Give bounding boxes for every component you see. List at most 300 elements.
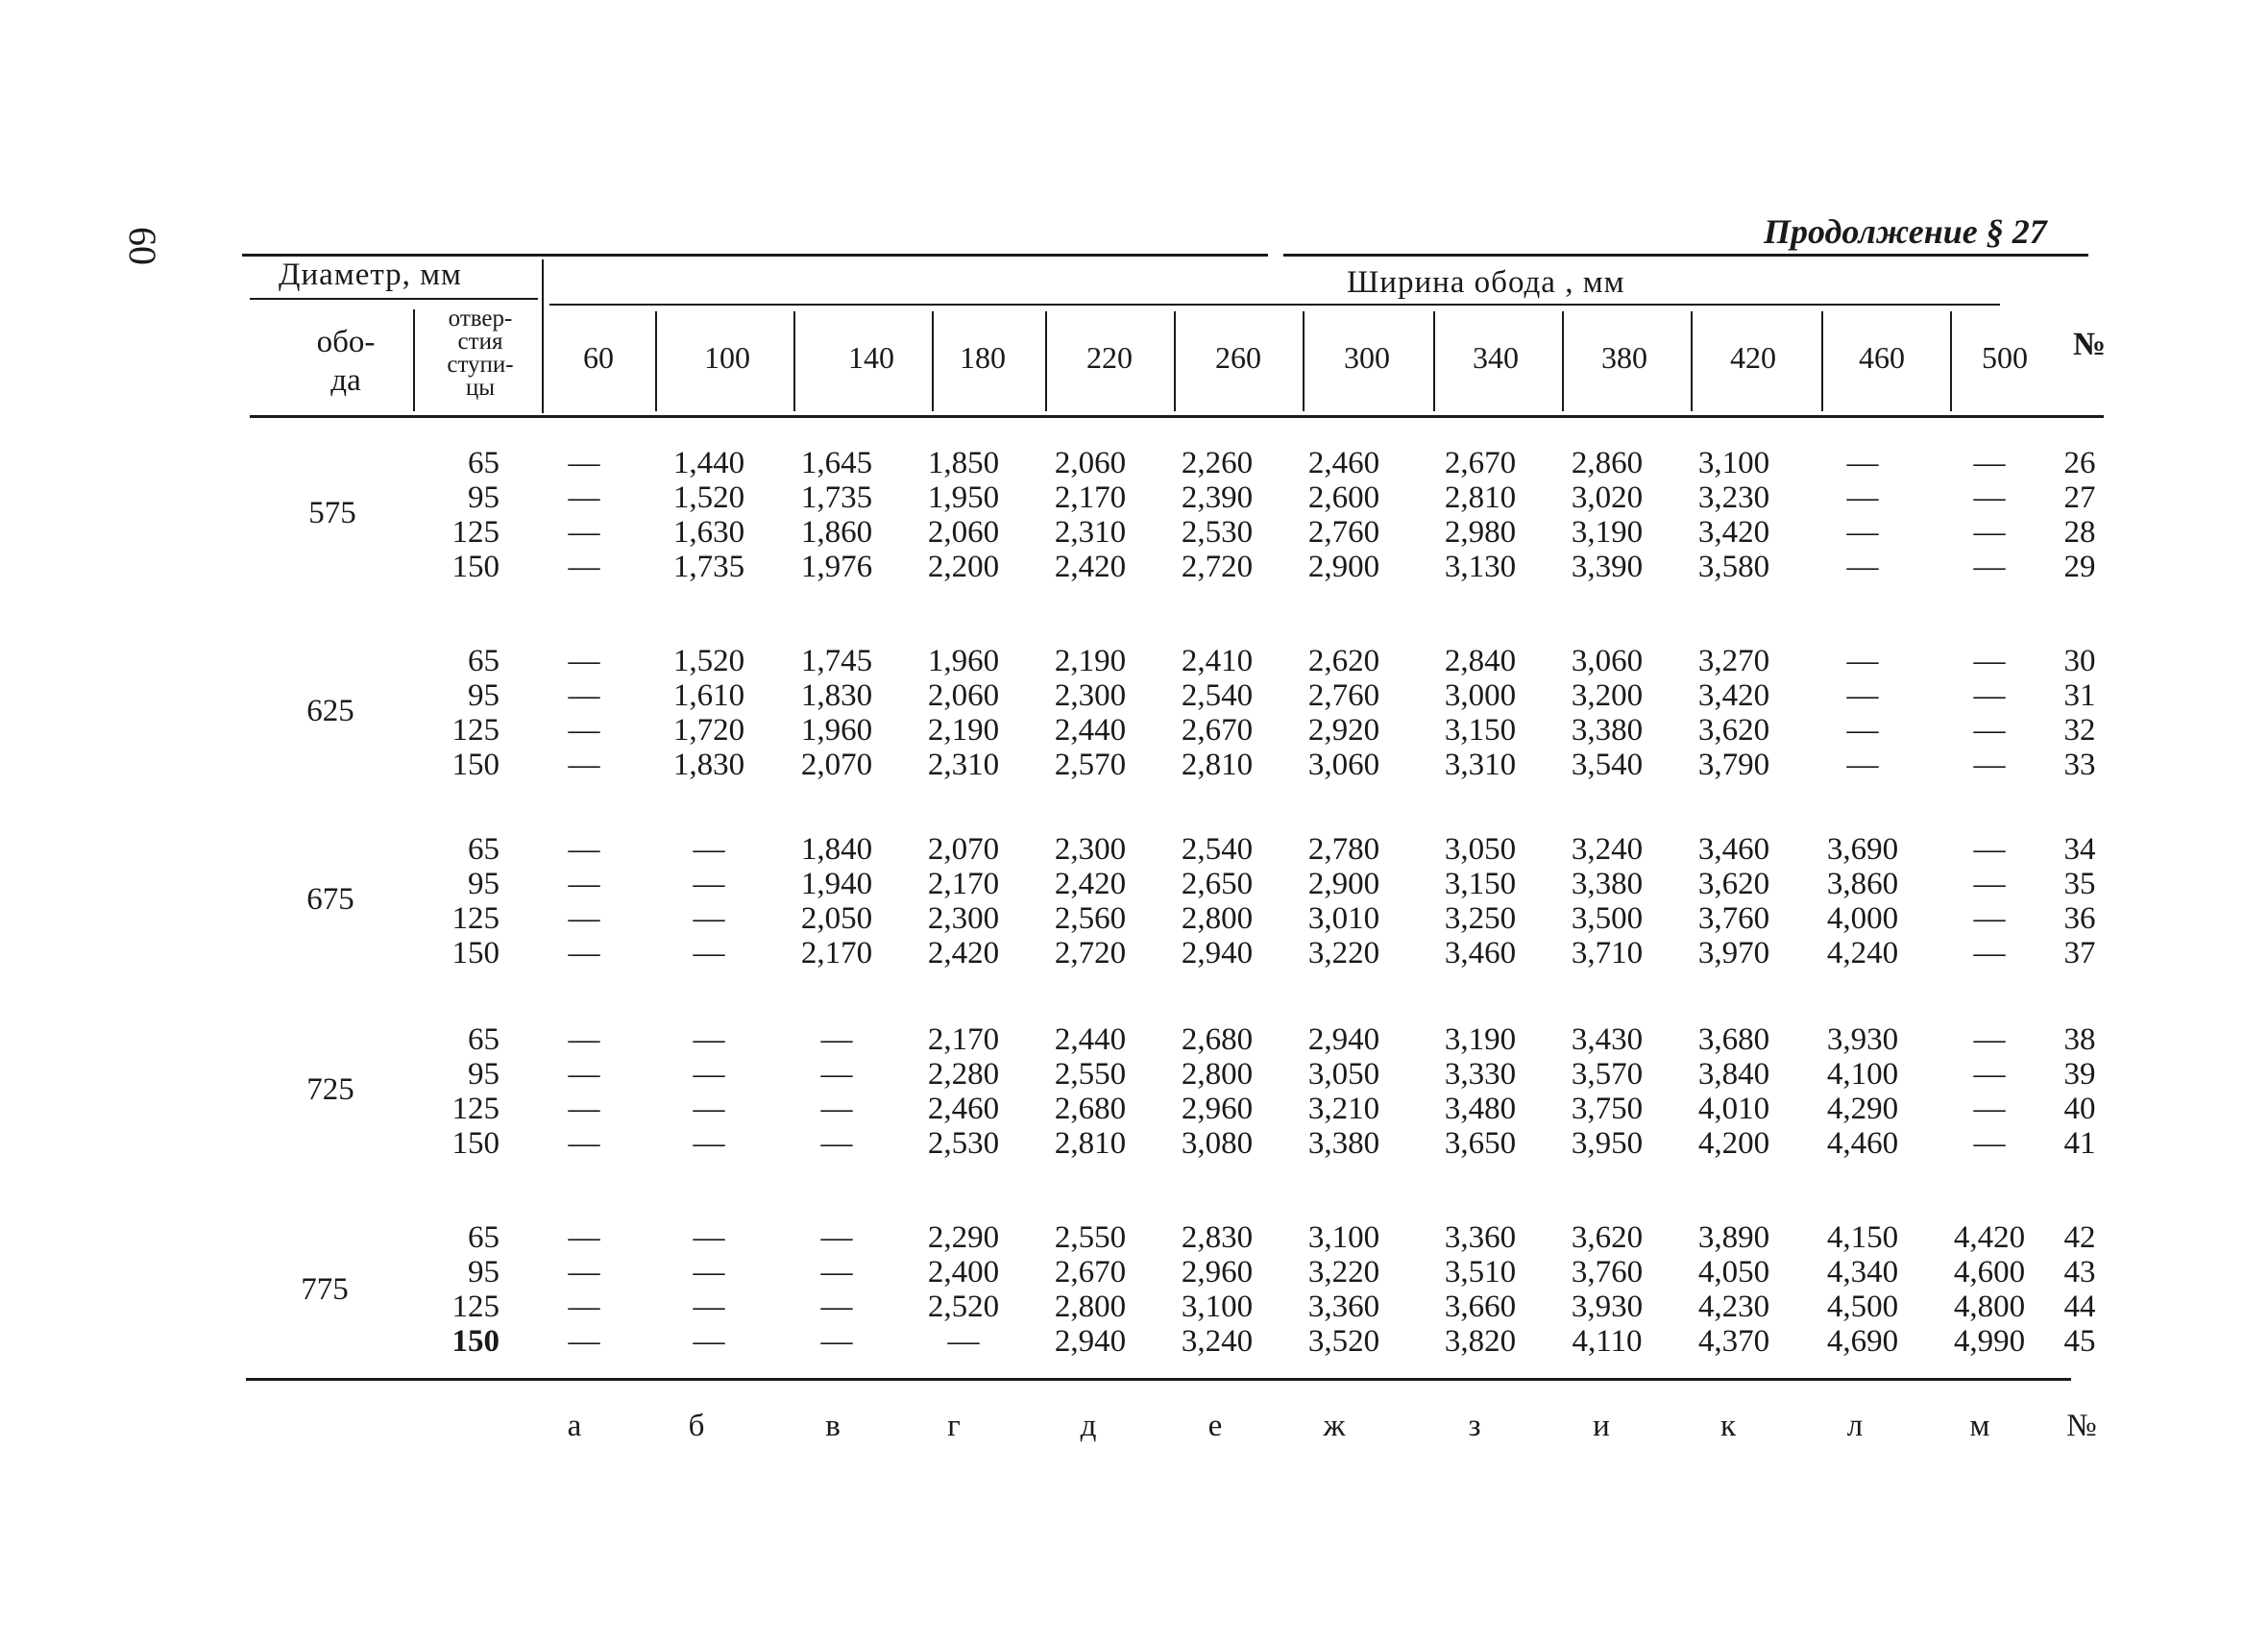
header-bottom-rule [250,415,2104,418]
width-col-420: 420 [1730,340,1776,375]
width-col-260: 260 [1215,340,1261,375]
value-cell: 1,976 [800,550,873,584]
col-divider [1821,311,1823,411]
column-letter: и [1593,1409,1610,1443]
value-cell: 4,460 [1826,1126,1899,1161]
value-cell: 3,660 [1444,1290,1517,1324]
value-cell: 3,060 [1307,748,1380,782]
value-cell: 2,550 [1054,1220,1127,1255]
row-number: 34 [2063,832,2096,867]
value-cell: 2,810 [1181,748,1254,782]
column-letter: м [1969,1409,1990,1443]
value-cell: — [693,901,725,936]
col-divider [655,311,657,411]
value-cell: — [1973,515,2006,550]
value-cell: — [693,1022,725,1057]
value-cell: 1,440 [672,446,745,480]
value-cell: 2,540 [1181,678,1254,713]
col-divider [1691,311,1693,411]
rim-diameter: 625 [306,694,354,728]
value-cell: 2,170 [1054,480,1127,515]
value-cell: 3,000 [1444,678,1517,713]
value-cell: 4,010 [1697,1092,1770,1126]
no-column-label: № [2073,327,2107,362]
value-cell: 2,860 [1571,446,1644,480]
rim-diameter: 675 [306,882,354,917]
hub-diameter: 65 [468,1022,500,1057]
value-cell: 2,190 [927,713,1000,748]
value-cell: 3,430 [1571,1022,1644,1057]
value-cell: 3,080 [1181,1126,1254,1161]
value-cell: 1,745 [800,644,873,678]
value-cell: 3,420 [1697,515,1770,550]
value-cell: 1,830 [672,748,745,782]
value-cell: 2,760 [1307,678,1380,713]
value-cell: 2,940 [1054,1324,1127,1359]
value-cell: 2,800 [1181,1057,1254,1092]
value-cell: 2,290 [927,1220,1000,1255]
value-cell: — [820,1126,853,1161]
value-cell: 3,060 [1571,644,1644,678]
value-cell: 1,630 [672,515,745,550]
hub-diameter: 125 [451,1092,500,1126]
value-cell: 2,760 [1307,515,1380,550]
value-cell: 2,830 [1181,1220,1254,1255]
value-cell: — [820,1092,853,1126]
value-cell: 2,200 [927,550,1000,584]
value-cell: — [1846,748,1879,782]
value-cell: — [568,1324,600,1359]
value-cell: — [568,1220,600,1255]
value-cell: 4,990 [1953,1324,2026,1359]
value-cell: 2,390 [1181,480,1254,515]
hub-diameter: 65 [468,1220,500,1255]
value-cell: 2,400 [927,1255,1000,1290]
value-cell: — [1973,936,2006,970]
rim-label: обо- да [316,325,376,398]
value-cell: 4,050 [1697,1255,1770,1290]
value-cell: 3,710 [1571,936,1644,970]
value-cell: — [568,1057,600,1092]
column-letter: ж [1323,1409,1346,1443]
row-number: 40 [2063,1092,2096,1126]
value-cell: 2,940 [1307,1022,1380,1057]
value-cell: 3,150 [1444,713,1517,748]
value-cell: 3,050 [1307,1057,1380,1092]
value-cell: — [568,678,600,713]
diameter-width-divider [542,259,544,413]
hub-diameter: 150 [451,936,500,970]
top-rule-left [242,254,1268,257]
value-cell: 3,390 [1571,550,1644,584]
hub-label: отвер- стия ступи- цы [447,306,514,401]
value-cell: 2,810 [1444,480,1517,515]
value-cell: — [1973,832,2006,867]
value-cell: 2,420 [1054,867,1127,901]
value-cell: — [1973,550,2006,584]
value-cell: 3,460 [1697,832,1770,867]
value-cell: 1,940 [800,867,873,901]
value-cell: 2,680 [1181,1022,1254,1057]
value-cell: — [1973,446,2006,480]
value-cell: — [693,936,725,970]
value-cell: 2,170 [927,867,1000,901]
value-cell: 2,260 [1181,446,1254,480]
value-cell: 3,460 [1444,936,1517,970]
value-cell: 3,820 [1444,1324,1517,1359]
value-cell: — [1973,1126,2006,1161]
value-cell: 4,420 [1953,1220,2026,1255]
value-cell: 3,790 [1697,748,1770,782]
value-cell: 2,070 [927,832,1000,867]
value-cell: 3,480 [1444,1092,1517,1126]
width-col-180: 180 [960,340,1006,375]
value-cell: 2,720 [1181,550,1254,584]
value-cell: — [820,1220,853,1255]
value-cell: — [568,1126,600,1161]
value-cell: 4,370 [1697,1324,1770,1359]
width-group-label: Ширина обода , мм [1347,265,1625,300]
column-letter: в [825,1409,841,1443]
width-col-300: 300 [1344,340,1390,375]
width-col-340: 340 [1473,340,1519,375]
width-col-220: 220 [1086,340,1133,375]
value-cell: 1,735 [672,550,745,584]
value-cell: — [820,1290,853,1324]
value-cell: — [568,1290,600,1324]
value-cell: 1,860 [800,515,873,550]
value-cell: 2,840 [1444,644,1517,678]
value-cell: — [820,1057,853,1092]
value-cell: 1,520 [672,644,745,678]
value-cell: 3,100 [1697,446,1770,480]
value-cell: 2,980 [1444,515,1517,550]
value-cell: — [1973,901,2006,936]
value-cell: — [1846,550,1879,584]
row-number: 36 [2063,901,2096,936]
value-cell: 2,300 [927,901,1000,936]
value-cell: 2,060 [1054,446,1127,480]
value-cell: 2,800 [1181,901,1254,936]
value-cell: — [1846,713,1879,748]
value-cell: 3,150 [1444,867,1517,901]
value-cell: 1,950 [927,480,1000,515]
value-cell: — [1973,867,2006,901]
value-cell: 4,100 [1826,1057,1899,1092]
column-letter: к [1719,1409,1737,1443]
value-cell: 2,300 [1054,678,1127,713]
value-cell: 3,220 [1307,936,1380,970]
value-cell: 4,240 [1826,936,1899,970]
value-cell: 4,200 [1697,1126,1770,1161]
value-cell: 2,310 [927,748,1000,782]
col-divider [793,311,795,411]
value-cell: 3,930 [1571,1290,1644,1324]
hub-diameter: 150 [451,550,500,584]
column-letter: д [1080,1409,1097,1443]
row-number: 28 [2063,515,2096,550]
value-cell: 1,960 [800,713,873,748]
hub-diameter: 125 [451,1290,500,1324]
value-cell: — [693,1290,725,1324]
value-cell: 1,520 [672,480,745,515]
value-cell: — [1973,1022,2006,1057]
value-cell: — [568,901,600,936]
value-cell: 3,840 [1697,1057,1770,1092]
value-cell: 2,810 [1054,1126,1127,1161]
value-cell: 3,520 [1307,1324,1380,1359]
row-number: 37 [2063,936,2096,970]
rim-diameter: 575 [308,496,356,530]
value-cell: — [568,936,600,970]
value-cell: 3,330 [1444,1057,1517,1092]
value-cell: 3,570 [1571,1057,1644,1092]
value-cell: 2,170 [800,936,873,970]
value-cell: 3,210 [1307,1092,1380,1126]
hub-diameter: 125 [451,515,500,550]
value-cell: 2,050 [800,901,873,936]
value-cell: — [568,1092,600,1126]
value-cell: 4,150 [1826,1220,1899,1255]
value-cell: 3,970 [1697,936,1770,970]
value-cell: — [568,480,600,515]
value-cell: 1,720 [672,713,745,748]
value-cell: 2,940 [1181,936,1254,970]
value-cell: — [568,550,600,584]
row-number: 32 [2063,713,2096,748]
value-cell: 2,440 [1054,713,1127,748]
value-cell: 3,190 [1571,515,1644,550]
value-cell: 4,800 [1953,1290,2026,1324]
value-cell: 2,780 [1307,832,1380,867]
value-cell: 2,650 [1181,867,1254,901]
value-cell: — [693,1220,725,1255]
value-cell: — [693,1126,725,1161]
value-cell: 2,900 [1307,550,1380,584]
value-cell: 3,620 [1697,867,1770,901]
value-cell: 2,460 [927,1092,1000,1126]
value-cell: 2,520 [927,1290,1000,1324]
value-cell: 3,690 [1826,832,1899,867]
value-cell: 2,550 [1054,1057,1127,1092]
value-cell: — [1846,644,1879,678]
value-cell: 3,760 [1571,1255,1644,1290]
rim-diameter: 725 [306,1072,354,1107]
value-cell: 1,840 [800,832,873,867]
value-cell: 2,310 [1054,515,1127,550]
value-cell: — [568,832,600,867]
value-cell: — [1846,480,1879,515]
width-col-380: 380 [1601,340,1647,375]
value-cell: 3,230 [1697,480,1770,515]
width-col-140: 140 [848,340,894,375]
hub-diameter: 95 [468,867,500,901]
value-cell: 3,420 [1697,678,1770,713]
value-cell: 2,410 [1181,644,1254,678]
col-divider [1433,311,1435,411]
row-number: 31 [2063,678,2096,713]
value-cell: — [1973,1057,2006,1092]
hub-diameter: 65 [468,832,500,867]
value-cell: 2,540 [1181,832,1254,867]
value-cell: 2,170 [927,1022,1000,1057]
row-number: 30 [2063,644,2096,678]
column-letter: б [688,1409,705,1443]
value-cell: 2,460 [1307,446,1380,480]
col-divider [1562,311,1564,411]
value-cell: 3,010 [1307,901,1380,936]
value-cell: — [820,1022,853,1057]
width-col-500: 500 [1982,340,2028,375]
value-cell: 3,200 [1571,678,1644,713]
value-cell: 2,060 [927,678,1000,713]
value-cell: — [947,1324,980,1359]
hub-diameter: 95 [468,1057,500,1092]
value-cell: 2,420 [1054,550,1127,584]
col-divider [1174,311,1176,411]
page-number: 60 [121,227,164,265]
hub-diameter: 65 [468,644,500,678]
value-cell: 3,050 [1444,832,1517,867]
diameter-group-label: Диаметр, мм [279,258,462,292]
width-col-460: 460 [1859,340,1905,375]
value-cell: — [1846,678,1879,713]
value-cell: 1,610 [672,678,745,713]
value-cell: 3,100 [1307,1220,1380,1255]
value-cell: 2,560 [1054,901,1127,936]
value-cell: 3,540 [1571,748,1644,782]
value-cell: — [568,644,600,678]
value-cell: 2,600 [1307,480,1380,515]
value-cell: 1,645 [800,446,873,480]
value-cell: 3,620 [1697,713,1770,748]
value-cell: — [820,1255,853,1290]
rim-diameter: 775 [301,1272,349,1307]
value-cell: — [568,748,600,782]
value-cell: — [568,867,600,901]
width-col-100: 100 [704,340,750,375]
value-cell: — [693,1324,725,1359]
value-cell: 3,510 [1444,1255,1517,1290]
col-divider [1045,311,1047,411]
row-number: 35 [2063,867,2096,901]
width-col-60: 60 [583,340,614,375]
value-cell: 2,570 [1054,748,1127,782]
value-cell: 1,850 [927,446,1000,480]
value-cell: — [1973,480,2006,515]
continuation-caption: Продолжение § 27 [1764,212,2047,251]
top-rule-right [1283,254,2088,257]
value-cell: 2,440 [1054,1022,1127,1057]
value-cell: — [1973,644,2006,678]
value-cell: 3,360 [1444,1220,1517,1255]
value-cell: 3,750 [1571,1092,1644,1126]
row-number: 44 [2063,1290,2096,1324]
value-cell: — [1846,446,1879,480]
value-cell: 2,670 [1181,713,1254,748]
value-cell: 3,130 [1444,550,1517,584]
value-cell: 3,220 [1307,1255,1380,1290]
diameter-group-underline [250,298,538,300]
value-cell: 3,380 [1307,1126,1380,1161]
column-letter: а [567,1409,582,1443]
value-cell: — [568,446,600,480]
value-cell: — [1973,713,2006,748]
value-cell: 2,720 [1054,936,1127,970]
value-cell: 4,230 [1697,1290,1770,1324]
value-cell: — [820,1324,853,1359]
value-cell: 2,300 [1054,832,1127,867]
value-cell: 2,920 [1307,713,1380,748]
value-cell: 3,380 [1571,867,1644,901]
value-cell: 3,240 [1181,1324,1254,1359]
value-cell: 2,620 [1307,644,1380,678]
footer-no-label: № [2066,1409,2097,1443]
value-cell: 4,110 [1572,1324,1643,1359]
value-cell: 2,800 [1054,1290,1127,1324]
column-letter: л [1846,1409,1864,1443]
value-cell: 3,310 [1444,748,1517,782]
value-cell: 4,340 [1826,1255,1899,1290]
row-number: 43 [2063,1255,2096,1290]
row-number: 41 [2063,1126,2096,1161]
row-number: 27 [2063,480,2096,515]
row-number: 45 [2063,1324,2096,1359]
value-cell: 3,860 [1826,867,1899,901]
value-cell: — [1846,515,1879,550]
value-cell: — [693,867,725,901]
value-cell: 2,680 [1054,1092,1127,1126]
value-cell: — [568,515,600,550]
value-cell: — [693,1092,725,1126]
value-cell: 4,500 [1826,1290,1899,1324]
value-cell: 3,650 [1444,1126,1517,1161]
value-cell: 3,020 [1571,480,1644,515]
hub-diameter: 150 [451,1126,500,1161]
value-cell: 2,900 [1307,867,1380,901]
hub-diameter: 95 [468,480,500,515]
value-cell: 3,380 [1571,713,1644,748]
value-cell: 3,890 [1697,1220,1770,1255]
value-cell: — [568,1255,600,1290]
column-letter: з [1468,1409,1481,1443]
value-cell: 3,950 [1571,1126,1644,1161]
hub-diameter: 125 [451,901,500,936]
value-cell: 4,690 [1826,1324,1899,1359]
value-cell: — [568,713,600,748]
hub-diameter: 150 [451,748,500,782]
value-cell: 2,280 [927,1057,1000,1092]
row-number: 33 [2063,748,2096,782]
value-cell: 4,000 [1826,901,1899,936]
value-cell: — [568,1022,600,1057]
hub-diameter: 95 [468,1255,500,1290]
column-letter: е [1207,1409,1223,1443]
value-cell: 3,500 [1571,901,1644,936]
hub-diameter: 65 [468,446,500,480]
hub-diameter: 95 [468,678,500,713]
value-cell: 2,960 [1181,1255,1254,1290]
value-cell: 4,600 [1953,1255,2026,1290]
value-cell: — [693,832,725,867]
value-cell: 1,960 [927,644,1000,678]
value-cell: 2,070 [800,748,873,782]
value-cell: 3,680 [1697,1022,1770,1057]
width-group-underline [549,304,2000,306]
value-cell: 3,270 [1697,644,1770,678]
value-cell: 2,530 [927,1126,1000,1161]
row-number: 42 [2063,1220,2096,1255]
